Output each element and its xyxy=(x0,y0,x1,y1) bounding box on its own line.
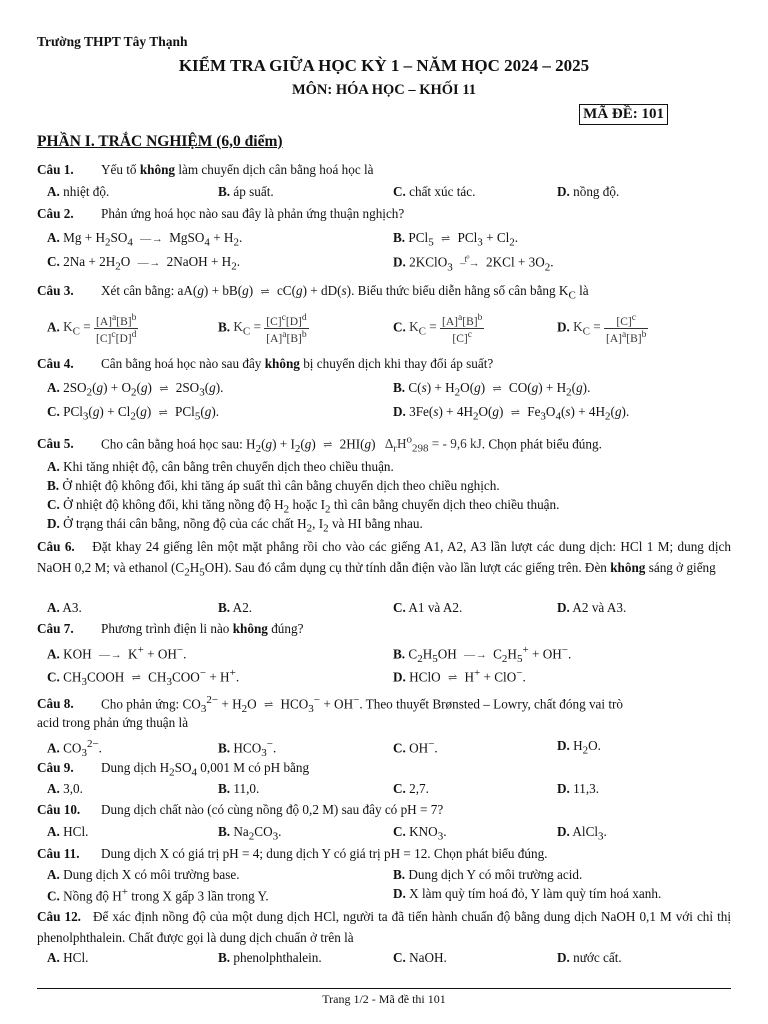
question-1: Câu 1. Yếu tố không làm chuyển dịch cân bằng hoá học là xyxy=(37,162,374,177)
q12-option-b: B. phenolphthalein. xyxy=(218,950,322,965)
equilibrium-arrow-icon: ⇌ xyxy=(492,383,502,395)
question-2: Câu 2. Phản ứng hoá học nào sau đây là phản ứng thuận nghịch? xyxy=(37,206,405,221)
q2-option-b: B. PCl$_5$ ⇌ $PCl_3 + Cl_2$. xyxy=(393,230,519,249)
q8-option-b: B. $HCO_3^-$. xyxy=(218,738,277,760)
q6-option-a: A. A3. xyxy=(47,600,82,615)
q3-option-c: C. $K_C$ = $\frac{[A]^a[B]^b}{[C]^c}$ xyxy=(393,312,483,345)
q7-option-b: B. $C_2H_5OH$ — → $C_2H_5^+ + OH^-$. xyxy=(393,644,572,666)
q5-option-d: D. Ở trạng thái cân bằng, nồng độ của các chất $H_2$, $I_2$ và HI bằng nhau. xyxy=(47,516,423,535)
q2-option-d: D. 2KClO$_3$ $-^{t^\circ}\to 2KCl + 3O_2$. xyxy=(393,254,554,274)
question-7: Câu 7. Phương trình điện li nào không đúng? xyxy=(37,621,304,636)
q11-option-b: B. Dung dịch Y có môi trường acid. xyxy=(393,867,583,882)
question-10: Câu 10. Dung dịch chất nào (có cùng nồng độ 0,2 M) sau đây có pH = 7? xyxy=(37,802,444,817)
q6-option-d: D. A2 và A3. xyxy=(557,600,627,615)
q11-option-a: A. Dung dịch X có môi trường base. xyxy=(47,867,240,882)
school-name: Trường THPT Tây Thạnh xyxy=(37,34,188,49)
q7-option-d: D. HClO ⇌ H+ + ClO−. xyxy=(393,667,526,685)
q4-option-a: A. $2SO_2(g) + O_2(g)$ ⇌ $2SO_3(g)$. xyxy=(47,380,224,399)
q8-option-c: C. OH−. xyxy=(393,738,438,756)
q8-option-d: D. $H_2O$. xyxy=(557,738,601,757)
q1-option-d: D. nồng độ. xyxy=(557,184,620,199)
q10-option-d: D. AlCl$_3$. xyxy=(557,824,607,843)
equilibrium-arrow-icon: ⇌ xyxy=(440,233,451,245)
q8-option-a: A. $CO_3^{2-}$. xyxy=(47,738,102,760)
equilibrium-arrow-icon: ⇌ xyxy=(447,672,458,685)
question-label: Câu 5. xyxy=(37,436,74,452)
question-label: Câu 7. xyxy=(37,621,74,636)
question-label: Câu 9. xyxy=(37,760,74,775)
question-8-continued: acid trong phản ứng thuận là xyxy=(37,715,189,730)
question-6: Câu 6. Đặt khay 24 giếng lên một mặt phẳng rồi cho vào các giếng A1, A2, A3 lần lượt các dung dịch: HCl 1 M; dung dịch NaOH 0,2 M; và ethanol $(C_2H_5OH)$. Sau đó cắm dụng cụ thử tính dẫn điện vào lần lượt các giếng trên. Đèn không sáng ở giếng xyxy=(37,539,731,579)
q9-option-d: D. 11,3. xyxy=(557,781,600,796)
equilibrium-arrow-icon: ⇌ xyxy=(131,672,141,685)
question-label: Câu 2. xyxy=(37,206,74,221)
q5-option-c: C. Ở nhiệt độ không đổi, khi tăng nồng độ $H_2$ hoặc $I_2$ thì cân bằng chuyển dịch theo chiều thuận. xyxy=(47,497,560,516)
question-label: Câu 3. xyxy=(37,283,74,298)
q7-option-a: A. KOH — → K+ + OH−. xyxy=(47,644,187,662)
footer-divider xyxy=(37,988,731,989)
q5-option-b: B. Ở nhiệt độ không đổi, khi tăng áp suất thì cân bằng chuyển dịch theo chiều nghịch. xyxy=(47,478,500,493)
equilibrium-arrow-icon: ⇌ xyxy=(323,439,333,452)
q4-option-c: C. $PCl_3(g) + Cl_2(g)$ ⇌ PCl$_5$(g). xyxy=(47,404,220,423)
q6-option-c: C. A1 và A2. xyxy=(393,600,463,615)
q7-option-c: C. $CH_3COOH$ ⇌ $CH_3COO^- + H^+$. xyxy=(47,667,240,689)
q11-option-d: D. X làm quỳ tím hoá đỏ, Y làm quỳ tím hoá xanh. xyxy=(393,886,662,901)
q10-option-b: B. $Na_2CO_3$. xyxy=(218,824,282,843)
equilibrium-arrow-icon: ⇌ xyxy=(159,383,169,395)
q10-option-a: A. HCl. xyxy=(47,824,89,839)
q3-option-a: A. $K_C$ = $\frac{[A]^a[B]^b}{[C]^c[D]^d}$ xyxy=(47,312,137,345)
q1-option-c: C. chất xúc tác. xyxy=(393,184,476,199)
question-4: Câu 4. Cân bằng hoá học nào sau đây không bị chuyển dịch khi thay đổi áp suất? xyxy=(37,356,494,371)
q10-option-c: C. $KNO_3$. xyxy=(393,824,447,843)
q12-option-a: A. HCl. xyxy=(47,950,89,965)
question-12: Câu 12. Để xác định nồng độ của một dung dịch HCl, người ta đã tiến hành chuẩn độ bằng dung dịch NaOH 0,1 M với chỉ thị phenolphthalein. Chất được gọi là dung dịch chuẩn ở trên là xyxy=(37,909,732,945)
equilibrium-arrow-icon: ⇌ xyxy=(510,407,520,419)
q4-option-b: B. $C(s) + H_2O(g)$ ⇌ $CO(g) + H_2(g)$. xyxy=(393,380,591,399)
part-1-title: PHẦN I. TRẮC NGHIỆM (6,0 điểm) xyxy=(37,133,283,150)
equilibrium-arrow-icon: ⇌ xyxy=(158,407,168,419)
question-9: Câu 9. Dung dịch $H_2SO_4$ 0,001 M có pH bằng xyxy=(37,760,310,779)
q2-option-a: A. $Mg + H_2SO_4$ — → MgSO$_4$ + $H_2$. xyxy=(47,230,243,249)
equilibrium-arrow-icon: ⇌ xyxy=(263,699,274,712)
q11-option-c: C. Nồng độ H+ trong X gấp 3 lần trong Y. xyxy=(47,886,269,904)
q9-option-b: B. 11,0. xyxy=(218,781,260,796)
q2-option-c: C. $2Na + 2H_2O$ — → 2NaOH + $H_2$. xyxy=(47,254,240,273)
q6-option-b: B. A2. xyxy=(218,600,253,615)
question-8: Câu 8. Cho phản ứng: $CO_3^{2-} + H_2O$ ⇌ $HCO_3^- + OH^-$. Theo thuyết Brønsted – Lowry, chất đóng vai trò xyxy=(37,694,624,716)
q3-option-d: D. $K_C$ = $\frac{[C]^c}{[A]^a[B]^b}$ xyxy=(557,312,647,345)
page-footer: Trang 1/2 - Mã đề thi 101 xyxy=(322,992,446,1006)
exam-code-box: MÃ ĐỀ: 101 xyxy=(579,104,668,125)
q4-option-d: D. $3Fe(s) + 4H_2O(g)$ ⇌ $Fe_3O_4(s) + 4H_2(g)$. xyxy=(393,404,630,423)
q9-option-a: A. 3,0. xyxy=(47,781,83,796)
question-label: Câu 4. xyxy=(37,356,74,371)
exam-subject: MÔN: HÓA HỌC – KHỐI 11 xyxy=(291,82,477,98)
q3-option-b: B. $K_C$ = $\frac{[C]^c[D]^d}{[A]^a[B]^b}$ xyxy=(218,312,307,345)
question-11: Câu 11. Dung dịch X có giá trị pH = 4; dung dịch Y có giá trị pH = 12. Chọn phát biểu đúng. xyxy=(37,846,548,861)
q1-option-a: A. nhiệt độ. xyxy=(47,184,110,199)
question-label: Câu 1. xyxy=(37,162,74,177)
q9-option-c: C. 2,7. xyxy=(393,781,429,796)
exam-title: KIỂM TRA GIỮA HỌC KỲ 1 – NĂM HỌC 2024 – 2025 xyxy=(178,56,590,75)
question-3: Câu 3. Xét cân bằng: aA(g) + bB(g) ⇌ cC(g) + dD(s). Biểu thức biểu diễn hằng số cân bằng $K_C$ là xyxy=(37,283,589,302)
q5-option-a: A. Khi tăng nhiệt độ, cân bằng trên chuyển dịch theo chiều thuận. xyxy=(47,459,394,474)
question-label: Câu 10. xyxy=(37,802,81,817)
question-label: Câu 11. xyxy=(37,846,80,861)
question-label: Câu 8. xyxy=(37,696,74,712)
q12-option-d: D. nước cất. xyxy=(557,950,622,965)
question-5: Câu 5. Cho cân bằng hoá học sau: $H_2(g) + I_2(g)$ ⇌ 2HI(g) $\Delta_rH^o_{298}$ = - 9,6 kJ. Chọn phát biểu đúng. xyxy=(37,434,602,456)
equilibrium-arrow-icon: ⇌ xyxy=(260,286,270,298)
q12-option-c: C. NaOH. xyxy=(393,950,447,965)
q1-option-b: B. áp suất. xyxy=(218,184,274,199)
